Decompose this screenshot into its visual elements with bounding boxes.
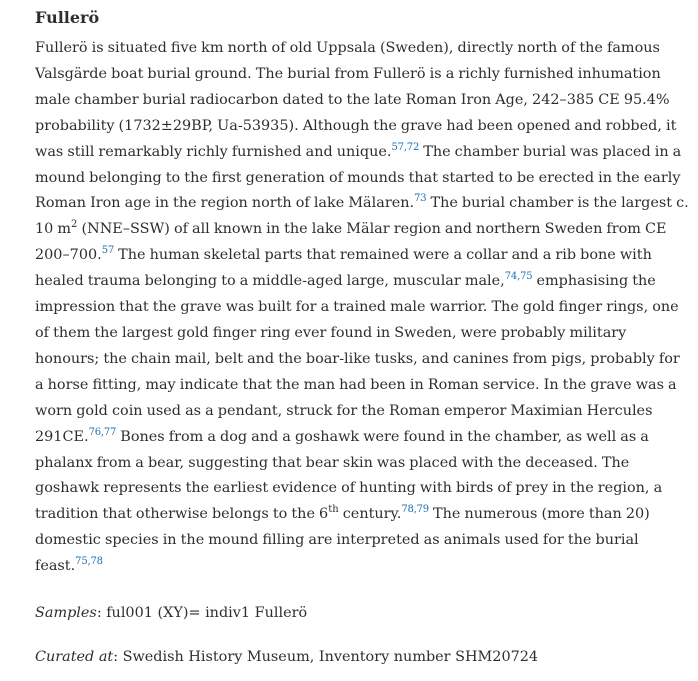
citation-link[interactable]: 78,79 <box>401 504 429 516</box>
text-segment: century. <box>338 506 402 523</box>
text-segment: The numerous (more than 20) domestic species in the mound filling are interpreted as animals used for the burial feast. <box>35 506 650 575</box>
section-heading: Fullerö <box>35 8 100 27</box>
text-segment: The burial chamber is the largest c. 10 m <box>35 195 689 238</box>
body-paragraph <box>35 36 691 580</box>
text-segment: (NNE–SSW) of all known in the lake Mälar region and northern Sweden from CE 200–700. <box>35 221 667 264</box>
citation-link[interactable]: 73 <box>414 193 427 205</box>
text-segment: Fullerö is situated five km north of old Uppsala (Sweden), directly north of the famous Valsgärde boat burial ground. The burial from Fullerö is a richly furnished inhumation male chamber burial radiocarbon dated to the late Roman Iron Age, 242–385 CE 95.4% probability (1732±29BP, Ua-53935). Although the grave had been opened and robbed, it was still remarkably richly furnished and unique. <box>35 40 677 160</box>
samples-label: Samples <box>35 605 97 621</box>
superscript: th <box>328 504 339 516</box>
curated-value: : Swedish History Museum, Inventory number SHM20724 <box>113 649 539 665</box>
citation-link[interactable]: 57,72 <box>391 141 420 153</box>
citation-link[interactable]: 57 <box>101 245 115 257</box>
superscript: 2 <box>71 219 78 231</box>
text-segment: The human skeletal parts that remained were a collar and a rib bone with healed trauma belonging to a middle-aged large, muscular male, <box>35 247 652 290</box>
citation-link[interactable]: 74,75 <box>504 271 533 283</box>
citation-link[interactable]: 75,78 <box>75 556 103 568</box>
text-segment: emphasising the impression that the grave was built for a trained male warrior. The gold finger rings, one of them the largest gold finger ring ever found in Sweden, were probably military honours; the chain mail, belt and the boar-like tusks, and canines from pigs, probably for a horse fitting, may indicate that the man had been in Roman service. In the grave was a worn gold coin used as a pendant, struck for the Roman emperor Maximian Hercules 291CE. <box>35 273 680 445</box>
text-segment: The chamber burial was placed in a mound belonging to the first generation of mounds that started to be erected in the early Roman Iron age in the region north of lake Mälaren. <box>35 143 682 212</box>
samples-value: : ful001 (XY)= indiv1 Fullerö <box>96 605 308 621</box>
document-section <box>35 8 691 665</box>
curated-line <box>35 646 538 668</box>
samples-line <box>35 602 307 624</box>
citation-link[interactable]: 76,77 <box>88 426 117 438</box>
curated-label: Curated at <box>35 649 114 665</box>
text-segment: Bones from a dog and a goshawk were found in the chamber, as well as a phalanx from a bear, suggesting that bear skin was placed with the deceased. The goshawk represents the earliest evidence of hunting with birds of prey in the region, a tradition that otherwise belongs to the 6 <box>35 428 663 523</box>
